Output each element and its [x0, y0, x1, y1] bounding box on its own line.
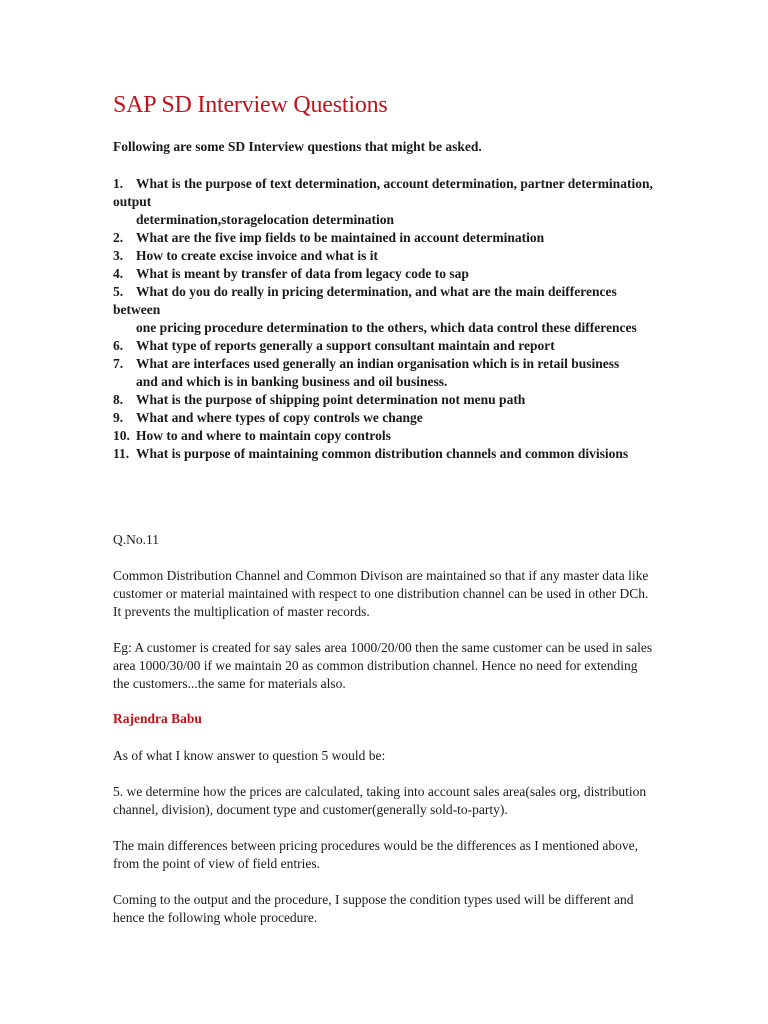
question-continuation: determination,storagelocation determination	[136, 212, 394, 227]
question-item	[113, 355, 653, 391]
question-text: What is the purpose of shipping point determination not menu path	[136, 392, 526, 407]
question-item	[113, 337, 653, 355]
question-item	[113, 175, 653, 229]
question-item	[113, 391, 653, 409]
question-text: What are interfaces used generally an indian organisation which is in retail business	[136, 356, 620, 371]
question-text: What is purpose of maintaining common distribution channels and common divisions	[136, 446, 629, 461]
reply-paragraph: 5. we determine how the prices are calculated, taking into account sales area(sales org, distribution channel, division), document type and customer(generally sold-to-party).	[113, 784, 647, 817]
question-item	[113, 229, 653, 247]
author-name: Rajendra Babu	[113, 711, 202, 726]
question-number: 11.	[113, 446, 130, 461]
question-item	[113, 409, 653, 427]
question-number: 4.	[113, 266, 124, 281]
question-number: 5.	[113, 284, 124, 299]
page-title: SAP SD Interview Questions	[113, 92, 388, 118]
question-continuation: one pricing procedure determination to the others, which data control these differences	[136, 320, 637, 335]
question-text: How to create excise invoice and what is it	[136, 248, 378, 263]
question-text: What type of reports generally a support consultant maintain and report	[136, 338, 555, 353]
question-item	[113, 445, 653, 463]
reply-paragraph: Coming to the output and the procedure, I suppose the condition types used will be different and hence the following whole procedure.	[113, 892, 634, 925]
question-number: 1.	[113, 176, 124, 191]
question-text: What do you do really in pricing determination, and what are the main deifferences between	[113, 284, 617, 317]
question-number: 6.	[113, 338, 124, 353]
question-text: What are the five imp fields to be maintained in account determination	[136, 230, 545, 245]
reply-intro: As of what I know answer to question 5 would be:	[113, 748, 386, 763]
question-number: 2.	[113, 230, 124, 245]
answer-heading: Q.No.11	[113, 532, 159, 547]
intro-text: Following are some SD Interview questions that might be asked.	[113, 139, 482, 154]
question-number: 10.	[113, 428, 130, 443]
question-number: 8.	[113, 392, 124, 407]
question-text: How to and where to maintain copy controls	[136, 428, 391, 443]
question-continuation: and and which is in banking business and oil business.	[136, 374, 448, 389]
question-text: What and where types of copy controls we change	[136, 410, 423, 425]
reply-paragraph: The main differences between pricing procedures would be the differences as I mentioned above, from the point of view of field entries.	[113, 838, 639, 871]
question-item	[113, 427, 653, 445]
question-text: What is meant by transfer of data from legacy code to sap	[136, 266, 469, 281]
question-item	[113, 283, 653, 337]
answer-example: Eg: A customer is created for say sales area 1000/20/00 then the same customer can be used in sales area 1000/30/00 if we maintain 20 as common distribution channel. Hence no need for extending the customers...the same for materials also.	[113, 640, 653, 691]
question-number: 3.	[113, 248, 124, 263]
question-item	[113, 247, 653, 265]
question-number: 9.	[113, 410, 124, 425]
question-text: What is the purpose of text determination, account determination, partner determination, output	[113, 176, 653, 209]
question-list	[113, 175, 653, 463]
question-item	[113, 265, 653, 283]
question-number: 7.	[113, 356, 124, 371]
answer-paragraph: Common Distribution Channel and Common Divison are maintained so that if any master data like customer or material maintained with respect to one distribution channel can be used in other DCh. It prevents the multiplication of master records.	[113, 568, 649, 619]
